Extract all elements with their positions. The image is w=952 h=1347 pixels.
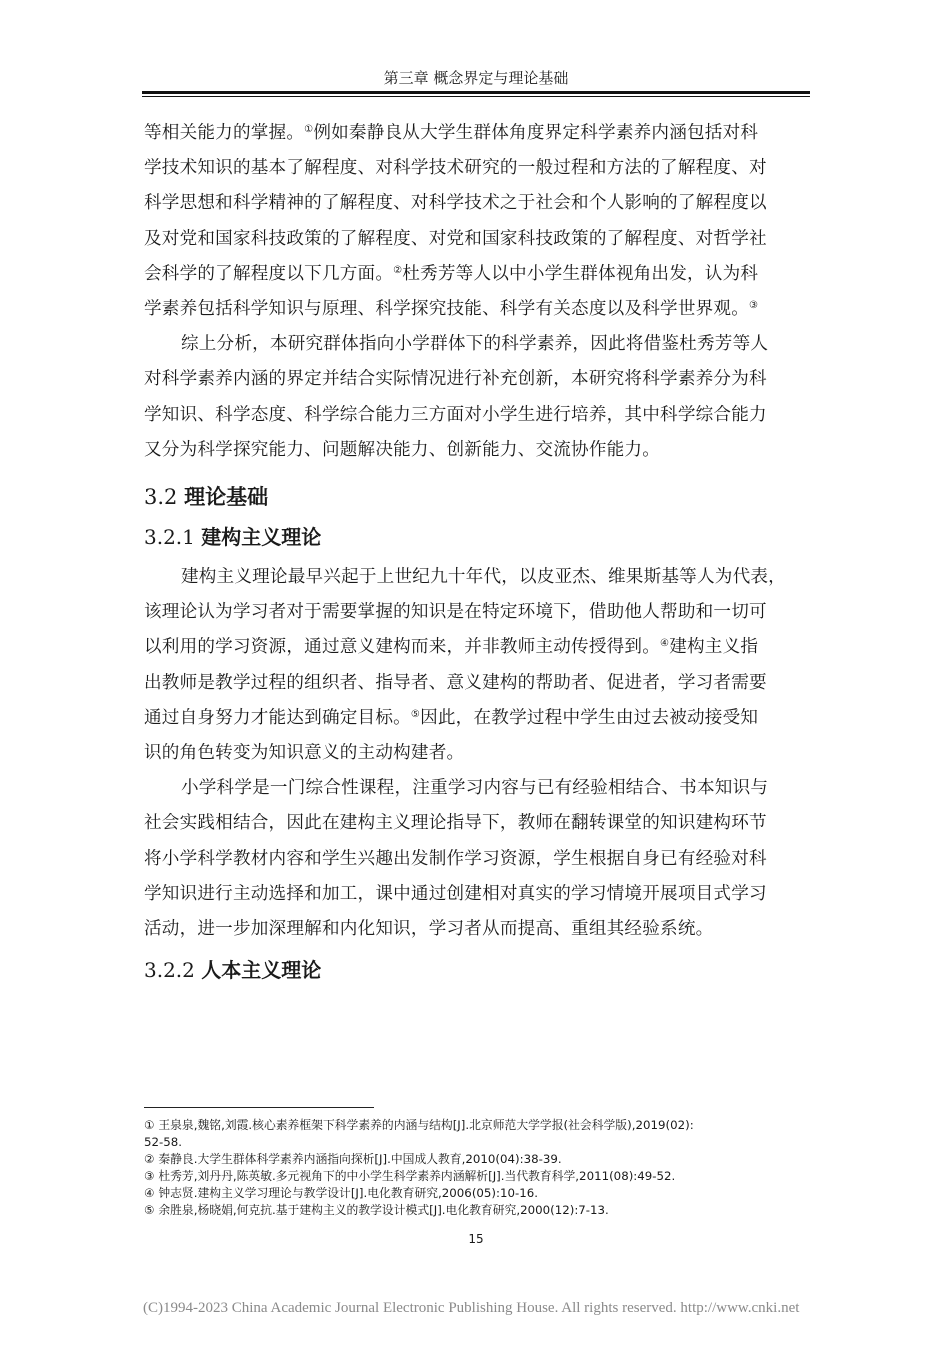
copyright-notice: (C)1994-2023 China Academic Journal Electronic Publishing House. All rights reserved. http://www.cnki.net [143,1300,800,1316]
section-heading-3-2-2: 3.2.2 人本主义理论 [144,958,322,983]
footnote-2: ② 秦静良.大学生群体科学素养内涵指向探析[J].中国成人教育,2010(04):38-39. [144,1152,562,1166]
paragraph-1: 等相关能力的掌握。①例如秦静良从大学生群体角度界定科学素养内涵包括对科 学技术知识的基本了解程度、对科学技术研究的一般过程和方法的了解程度、对 科学思想和科学精神的了解程度、对科学技术之于社会和个人影响的了解程度以 及对党和国家科技政策的了解程度、对党和国家科技政策的了解程度、对哲学社 会科学的了解程度以下几方面。②杜秀芳等人以中小学生群体视角出发，认为科 学素养包括科学知识与原理、科学探究技能、科学有关态度以及科学世界观。③ [144,123,767,320]
footnotes [144,1117,810,1219]
footnote-ref[interactable]: ③ [749,300,759,312]
body-text [144,116,808,993]
footnote-ref[interactable]: ② [393,264,403,276]
footnote-ref[interactable]: ⑤ [410,708,421,720]
footnote-separator [144,1107,374,1108]
header-rule-thick [142,91,810,94]
footnote-3: ③ 杜秀芳,刘丹丹,陈英敏.多元视角下的中小学生科学素养内涵解析[J].当代教育科学,2011(08):49-52. [144,1169,676,1183]
paragraph-2: 综上分析，本研究群体指向小学群体下的科学素养，因此将借鉴杜秀芳等人 对科学素养内涵的界定并结合实际情况进行补充创新，本研究将科学素养分为科 学知识、科学态度、科学综合能力三方面对小学生进行培养，其中科学综合能力 又分为科学探究能力、问题解决能力、创新能力、交流协作能力。 [144,334,769,460]
running-header: 第三章 概念界定与理论基础 [383,69,569,87]
footnote-4: ④ 钟志贤.建构主义学习理论与教学设计[J].电化教育研究,2006(05):10-16. [144,1186,539,1200]
section-heading-3-2-1: 3.2.1 建构主义理论 [144,525,322,550]
footnote-ref[interactable]: ① [304,124,314,135]
paragraph-3: 建构主义理论最早兴起于上世纪九十年代，以皮亚杰、维果斯基等人为代表， 该理论认为学习者对于需要掌握的知识是在特定环境下，借助他人帮助和一切可 以利用的学习资源，通过意义建构而来，并非教师主动传授得到。④建构主义指 出教师是教学过程的组织者、指导者、意义建构的帮助者、促进者，学习者需要 通过自身努力才能达到确定目标。⑤因此，在教学过程中学生由过去被动接受知 识的角色转变为知识意义的主动构建者。 [144,567,786,764]
section-heading-3-2: 3.2 理论基础 [144,485,269,510]
footnote-5: ⑤ 余胜泉,杨晓娟,何克抗.基于建构主义的教学设计模式[J].电化教育研究,2000(12):7-13. [144,1203,609,1217]
page-number: 15 [468,1232,484,1246]
paragraph-4: 小学科学是一门综合性课程，注重学习内容与已有经验相结合、书本知识与 社会实践相结合，因此在建构主义理论指导下，教师在翻转课堂的知识建构环节 将小学科学教材内容和学生兴趣出发制作学习资源，学生根据自身已有经验对科 学知识进行主动选择和加工，课中通过创建相对真实的学习情境开展项目式学习 活动，进一步加深理解和内化知识，学习者从而提高、重组其经验系统。 [144,778,769,940]
footnote-ref[interactable]: ④ [660,638,670,650]
footnote-1: ① 王泉泉,魏铭,刘霞.核心素养框架下科学素养的内涵与结构[J].北京师范大学学报(社会科学版),2019(02): 52-58. [144,1118,694,1149]
header-rule-thin [142,96,810,97]
